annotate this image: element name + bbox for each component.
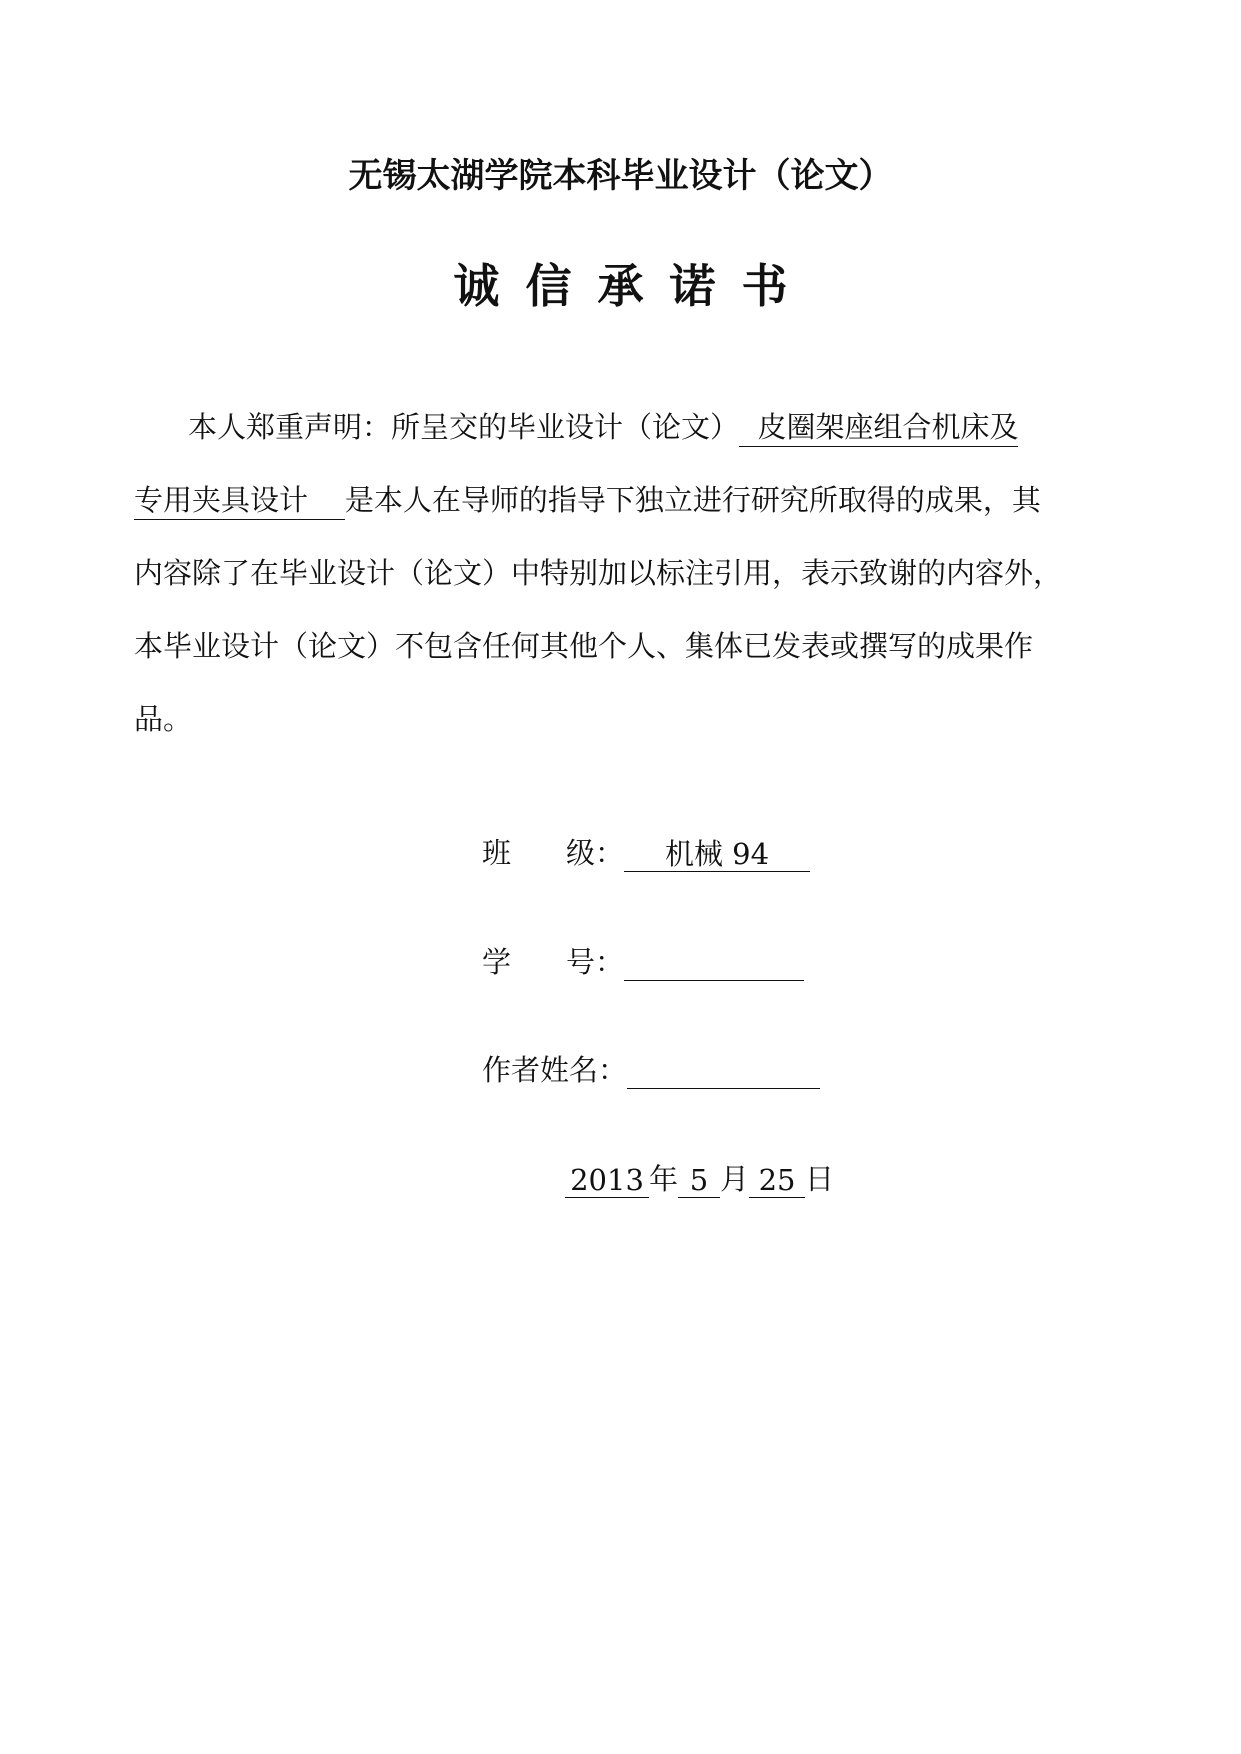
body-line-1 xyxy=(188,405,1018,447)
thesis-title-part2: 专用夹具设计 xyxy=(134,478,345,520)
author-name-row xyxy=(482,1048,820,1089)
class-row xyxy=(482,831,810,872)
body-line-5: 品。 xyxy=(134,702,193,736)
body-line-3: 内容除了在毕业设计（论文）中特别加以标注引用，表示致谢的内容外， xyxy=(134,556,1063,590)
author-name-label: 作者姓名： xyxy=(482,1053,628,1087)
declaration-prefix: 本人郑重声明：所呈交的毕业设计（论文） xyxy=(188,410,740,444)
date-day-unit: 日 xyxy=(805,1162,835,1196)
date-day-field[interactable]: 25 xyxy=(749,1163,805,1198)
student-id-row xyxy=(482,940,804,981)
declaration-line2: 是本人在导师的指导下独立进行研究所取得的成果，其 xyxy=(344,483,1041,517)
class-label-a: 班 xyxy=(482,836,512,870)
document-title: 无锡太湖学院本科毕业设计（论文） xyxy=(348,156,893,196)
author-name-field[interactable] xyxy=(627,1054,820,1089)
student-id-field[interactable] xyxy=(624,946,804,981)
date-year-unit: 年 xyxy=(649,1162,679,1196)
date-row xyxy=(565,1157,834,1198)
id-label-a: 学 xyxy=(482,945,512,979)
date-year-field[interactable]: 2013 xyxy=(565,1163,649,1198)
thesis-title-part1: 皮圈架座组合机床及 xyxy=(739,405,1018,447)
document-subtitle: 诚信承诺书 xyxy=(453,259,814,313)
id-label-b: 号： xyxy=(566,945,625,979)
class-label-b: 级： xyxy=(566,836,625,870)
body-line-2 xyxy=(134,478,1041,520)
class-field[interactable]: 机械 94 xyxy=(624,837,810,872)
body-line-4: 本毕业设计（论文）不包含任何其他个人、集体已发表或撰写的成果作 xyxy=(134,629,1034,663)
date-month-unit: 月 xyxy=(720,1162,750,1196)
date-month-field[interactable]: 5 xyxy=(678,1163,720,1198)
